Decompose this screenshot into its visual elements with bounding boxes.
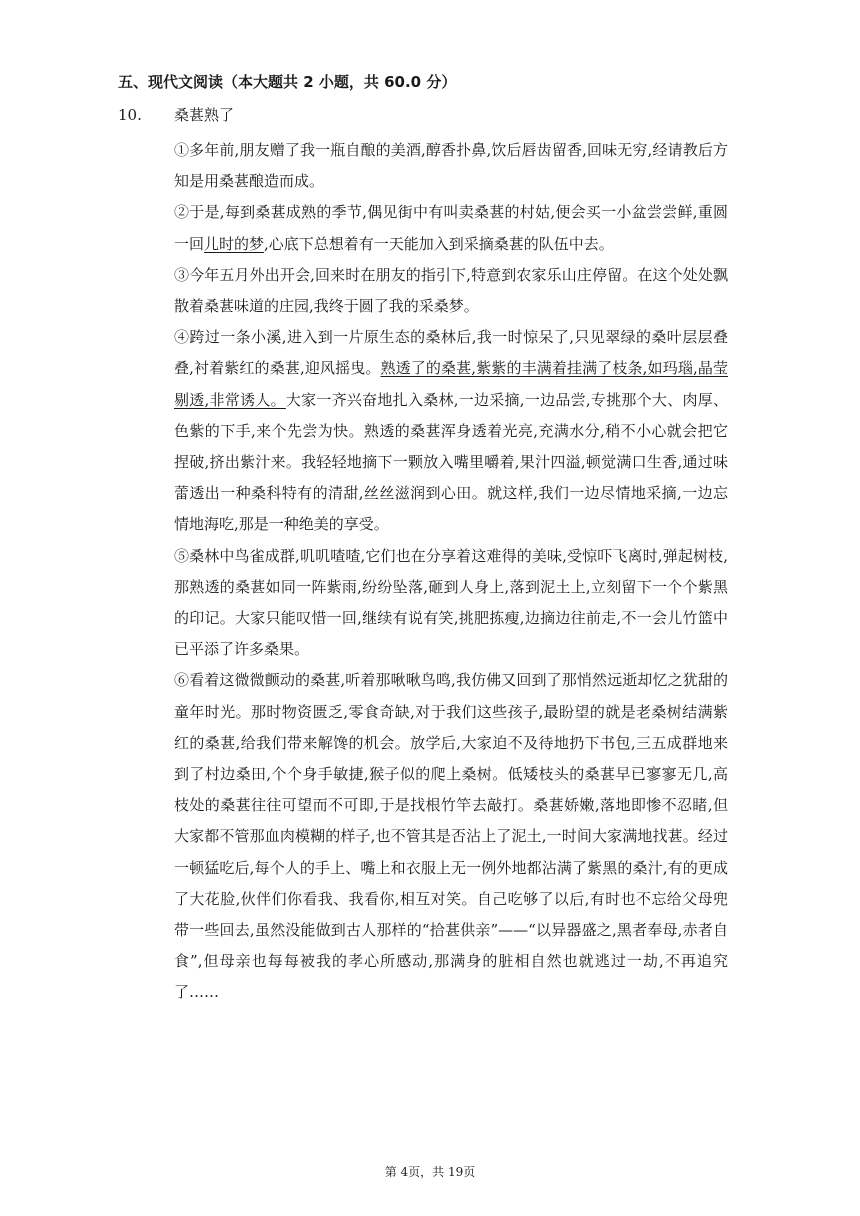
paragraph-4 bbox=[174, 322, 728, 540]
paragraph-2-text-before: ②于是,每到桑葚成熟的季节,偶见街中有叫卖桑葚的村姑,便会买一小盆尝尝鲜,重圆一回 bbox=[174, 203, 728, 253]
question-number: 10. bbox=[118, 106, 142, 124]
paragraph-5: ⑤桑林中鸟雀成群,叽叽喳喳,它们也在分享着这难得的美味,受惊吓飞离时,弹起树枝,那熟透的桑葚如同一阵紫雨,纷纷坠落,砸到人身上,落到泥土上,立刻留下一个个紫黑的印记。大家只能叹惜一回,继续有说有笑,挑肥拣瘦,边摘边往前走,不一会儿竹篮中已平添了许多桑果。 bbox=[174, 546, 728, 659]
underlined-phrase-dream: 儿时的梦 bbox=[204, 234, 265, 253]
paragraph-4-text-before: ④跨过一条小溪,进入到一片原生态的桑林后,我一时惊呆了,只见翠绿的桑叶层层叠叠,衬着紫红的桑葚,迎风摇曳。 bbox=[174, 328, 728, 378]
page-footer: 第 4页，共 19页 bbox=[384, 1165, 476, 1179]
paragraph-4-text-after: 大家一齐兴奋地扎入桑林,一边采摘,一边品尝,专挑那个大、肉厚、色紫的下手,来个先尝为快。熟透的桑葚浑身透着光亮,充满水分,稍不小心就会把它捏破,挤出紫汁来。我轻轻地摘下一颗放入嘴里嚼着,果汁四溢,顿觉满口生香,通过味蕾透出一种桑科特有的清甜,丝丝滋润到心田。就这样,我们一边尽情地采摘,一边忘情地海吃,那是一种绝美的享受。 bbox=[174, 390, 728, 534]
question-header bbox=[118, 103, 728, 127]
section-heading: 五、现代文阅读（本大题共 2 小题，共 60.0 分） bbox=[118, 73, 457, 91]
passage-title: 桑葚熟了 bbox=[174, 106, 235, 124]
paragraph-1: ①多年前,朋友赠了我一瓶自酿的美酒,醇香扑鼻,饮后唇齿留香,回味无穷,经请教后方知是用桑葚酿造而成。 bbox=[174, 141, 728, 191]
question-10 bbox=[118, 103, 728, 1009]
paragraph-3: ③今年五月外出开会,回来时在朋友的指引下,特意到农家乐山庄停留。在这个处处飘散着桑葚味道的庄园,我终于圆了我的采桑梦。 bbox=[174, 265, 728, 316]
paragraph-2-text-after: ,心底下总想着有一天能加入到采摘桑葚的队伍中去。 bbox=[264, 234, 614, 253]
passage-body bbox=[174, 135, 728, 1009]
underlined-sentence-mulberries: 熟透了的桑葚,紫紫的丰满着挂满了枝条,如玛瑙,晶莹剔透,非常诱人。 bbox=[174, 359, 728, 409]
paragraph-6: ⑥看着这微微颤动的桑葚,听着那啾啾鸟鸣,我仿佛又回到了那悄然远逝却忆之犹甜的童年时光。那时物资匮乏,零食奇缺,对于我们这些孩子,最盼望的就是老桑树结满紫红的桑葚,给我们带来解馋的机会。放学后,大家迫不及待地扔下书包,三五成群地来到了村边桑田,个个身手敏捷,猴子似的爬上桑树。低矮枝头的桑葚早已寥寥无几,高枝处的桑葚往往可望而不可即,于是找根竹竿去敲打。桑葚娇嫩,落地即惨不忍睹,但大家都不管那血肉模糊的样子,也不管其是否沾上了泥土,一时间大家满地找葚。经过一顿猛吃后,每个人的手上、嘴上和衣服上无一例外地都沾满了紫黑的桑汁,有的更成了大花脸,伙伴们你看我、我看你,相互对笑。自己吃够了以后,有时也不忘给父母兜带一些回去,虽然没能做到古人那样的“拾葚供亲”——“以异器盛之,黑者奉母,赤者自食”,但母亲也每每被我的孝心所感动,那满身的脏相自然也就逃过一劫,不再追究了…… bbox=[174, 671, 728, 1002]
paragraph-2 bbox=[174, 197, 728, 259]
